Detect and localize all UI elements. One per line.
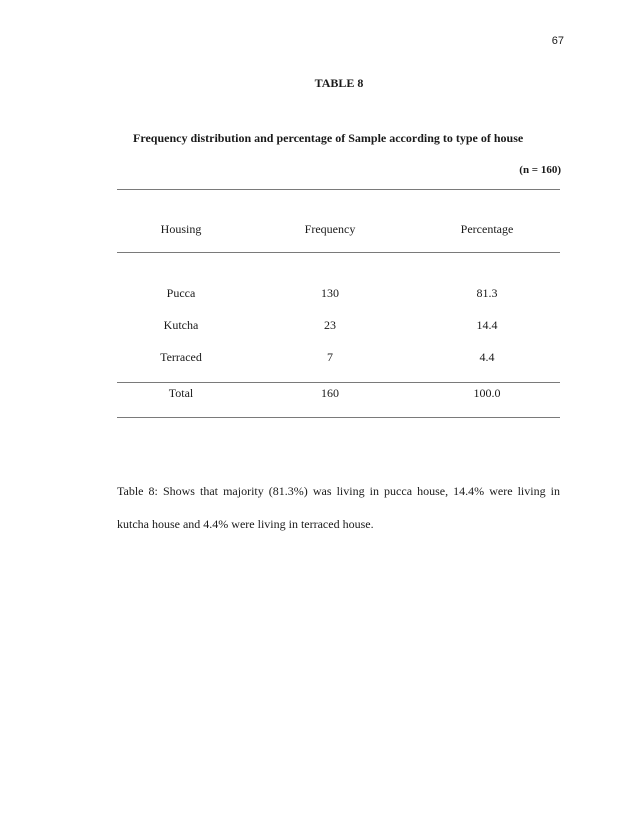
table-label: TABLE 8 <box>314 76 364 90</box>
cell-housing: Pucca <box>166 286 196 300</box>
header-rule <box>117 252 560 253</box>
cell-housing: Terraced <box>160 350 202 364</box>
cell-frequency: 23 <box>324 318 336 332</box>
table-top-rule <box>117 189 560 190</box>
sample-size: (n = 160) <box>519 164 561 176</box>
header-percentage: Percentage <box>460 222 514 236</box>
header-frequency: Frequency <box>304 222 356 236</box>
cell-frequency: 130 <box>321 286 339 300</box>
total-rule <box>117 382 560 383</box>
cell-frequency: 7 <box>327 350 333 364</box>
total-percentage: 100.0 <box>473 386 501 400</box>
table-bottom-rule <box>117 417 560 418</box>
page-number: 67 <box>551 35 564 47</box>
header-housing: Housing <box>160 222 202 236</box>
cell-percentage: 81.3 <box>476 286 498 300</box>
cell-percentage: 14.4 <box>476 318 498 332</box>
cell-percentage: 4.4 <box>479 350 495 364</box>
table-caption: Frequency distribution and percentage of Sample according to type of house <box>133 131 524 145</box>
total-frequency: 160 <box>321 386 339 400</box>
cell-housing: Kutcha <box>163 318 199 332</box>
summary-paragraph: Table 8: Shows that majority (81.3%) was living in pucca house, 14.4% were living in kutcha house and 4.4% were living in terraced house. <box>117 484 560 531</box>
total-label: Total <box>168 386 194 400</box>
